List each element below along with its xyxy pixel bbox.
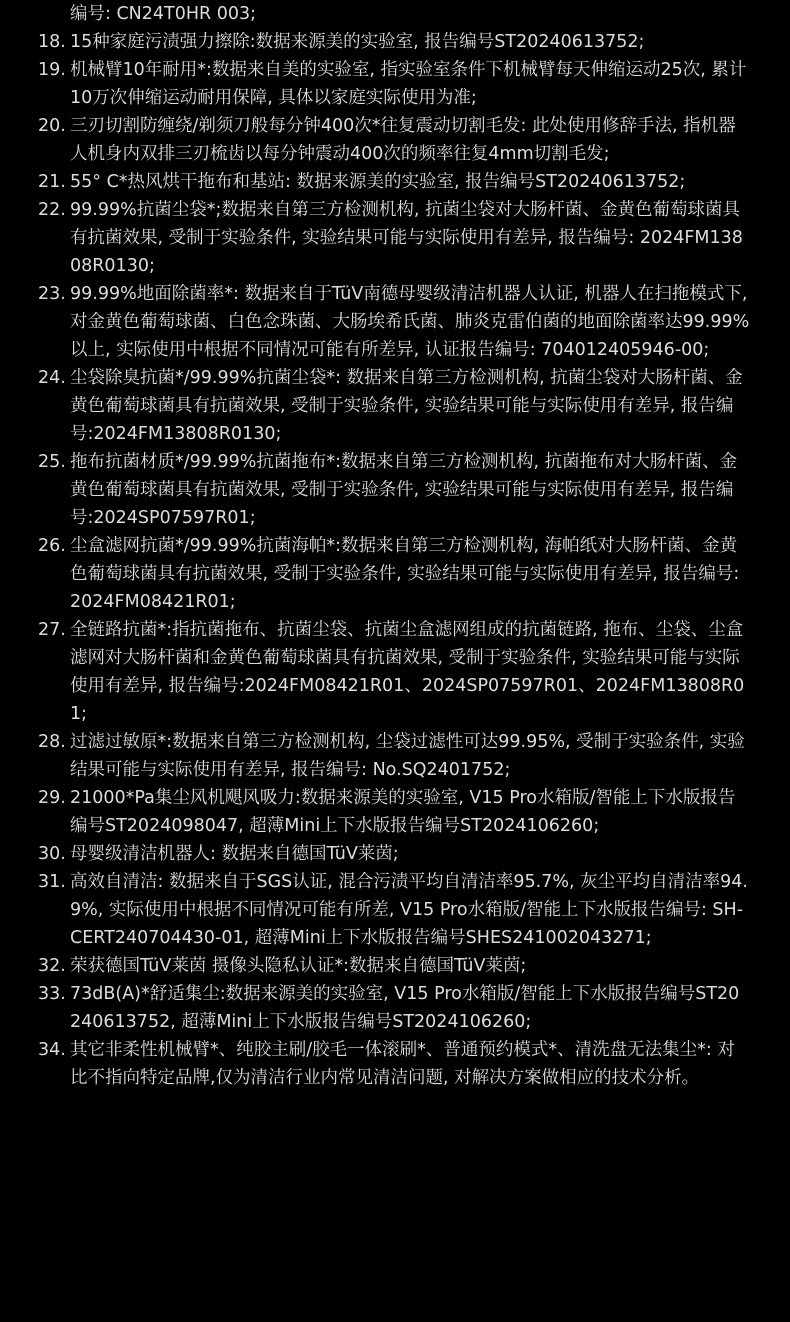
footnote-item xyxy=(0,840,790,868)
footnote-text: 机械臂10年耐用*:数据来自美的实验室, 指实验室条件下机械臂每天伸缩运动25次, 累计10万次伸缩运动耐用保障, 具体以家庭实际使用为准; xyxy=(70,60,747,108)
footnote-text: 全链路抗菌*:指抗菌拖布、抗菌尘袋、抗菌尘盒滤网组成的抗菌链路, 拖布、尘袋、尘盒滤网对大肠杆菌和金黄色葡萄球菌具有抗菌效果, 受制于实验条件, 实验结果可能与实际使用有差异, 报告编号:2024FM08421R01、2024SP07597R01、2024FM13808R01; xyxy=(70,620,745,724)
footnote-number: 30. xyxy=(38,844,66,864)
footnote-number: 28. xyxy=(38,732,66,752)
footnote-item xyxy=(0,196,790,280)
footnote-continuation-line: 编号: CN24T0HR 003; xyxy=(70,4,257,24)
footnote-text: 73dB(A)*舒适集尘:数据来源美的实验室, V15 Pro水箱版/智能上下水版报告编号ST20240613752, 超薄Mini上下水版报告编号ST2024106260; xyxy=(70,984,740,1032)
footnote-item xyxy=(0,28,790,56)
footnote-item xyxy=(0,728,790,784)
footnote-item xyxy=(0,280,790,364)
footnote-number: 22. xyxy=(38,200,66,220)
footnote-text: 尘盒滤网抗菌*/99.99%抗菌海帕*:数据来自第三方检测机构, 海帕纸对大肠杆菌、金黄色葡萄球菌具有抗菌效果, 受制于实验条件, 实验结果可能与实际使用有差异, 报告编号:2024FM08421R01; xyxy=(70,536,740,612)
footnote-text: 拖布抗菌材质*/99.99%抗菌拖布*:数据来自第三方检测机构, 抗菌拖布对大肠杆菌、金黄色葡萄球菌具有抗菌效果, 受制于实验条件, 实验结果可能与实际使用有差异, 报告编号:2024SP07597R01; xyxy=(70,452,738,528)
footnote-number: 31. xyxy=(38,872,66,892)
footnote-item xyxy=(0,784,790,840)
footnote-item xyxy=(0,980,790,1036)
footnote-text: 99.99%地面除菌率*: 数据来自于TüV南德母婴级清洁机器人认证, 机器人在扫拖模式下, 对金黄色葡萄球菌、白色念珠菌、大肠埃希氏菌、肺炎克雷伯菌的地面除菌率达99.99%以上, 实际使用中根据不同情况可能有所差异, 认证报告编号: 704012405946-00; xyxy=(70,284,750,360)
footnote-item xyxy=(0,1036,790,1092)
footnote-text: 过滤过敏原*:数据来自第三方检测机构, 尘袋过滤性可达99.95%, 受制于实验条件, 实验结果可能与实际使用有差异, 报告编号: No.SQ2401752; xyxy=(70,732,745,780)
footnote-text: 15种家庭污渍强力擦除:数据来源美的实验室, 报告编号ST20240613752; xyxy=(70,32,645,52)
footnote-item xyxy=(0,952,790,980)
footnote-item xyxy=(0,616,790,728)
footnote-number: 21. xyxy=(38,172,66,192)
footnote-number: 19. xyxy=(38,60,66,80)
footnote-text: 99.99%抗菌尘袋*;数据来自第三方检测机构, 抗菌尘袋对大肠杆菌、金黄色葡萄球菌具有抗菌效果, 受制于实验条件, 实验结果可能与实际使用有差异, 报告编号: 2024FM13808R0130; xyxy=(70,200,743,276)
footnote-item xyxy=(0,56,790,112)
footnote-item xyxy=(0,448,790,532)
footnote-number: 27. xyxy=(38,620,66,640)
footnote-text: 其它非柔性机械臂*、纯胶主刷/胶毛一体滚刷*、普通预约模式*、清洗盘无法集尘*: 对比不指向特定品牌,仅为清洁行业内常见清洁问题, 对解决方案做相应的技术分析。 xyxy=(70,1040,735,1088)
footnote-text: 荣获德国TüV莱茵 摄像头隐私认证*:数据来自德国TüV莱茵; xyxy=(70,956,527,976)
footnote-text: 21000*Pa集尘风机飓风吸力:数据来源美的实验室, V15 Pro水箱版/智能上下水版报告编号ST2024098047, 超薄Mini上下水版报告编号ST2024106260; xyxy=(70,788,736,836)
footnote-text: 55° C*热风烘干拖布和基站: 数据来源美的实验室, 报告编号ST20240613752; xyxy=(70,172,686,192)
footnote-number: 18. xyxy=(38,32,66,52)
footnote-item xyxy=(0,868,790,952)
footnote-number: 23. xyxy=(38,284,66,304)
footnote-text: 高效自清洁: 数据来自于SGS认证, 混合污渍平均自清洁率95.7%, 灰尘平均自清洁率94.9%, 实际使用中根据不同情况可能有所差, V15 Pro水箱版/智能上下水版报告编号: SH-CERT240704430-01, 超薄Mini上下水版报告编号SHES241002043271; xyxy=(70,872,748,948)
footnote-number: 33. xyxy=(38,984,66,1004)
footnote-number: 29. xyxy=(38,788,66,808)
footnote-number: 26. xyxy=(38,536,66,556)
footnote-text: 母婴级清洁机器人: 数据来自德国TüV莱茵; xyxy=(70,844,399,864)
footnote-number: 25. xyxy=(38,452,66,472)
footnote-item xyxy=(0,532,790,616)
footnote-number: 34. xyxy=(38,1040,66,1060)
footnote-list xyxy=(0,28,790,1092)
footnote-number: 20. xyxy=(38,116,66,136)
footnote-number: 24. xyxy=(38,368,66,388)
footnote-item xyxy=(0,364,790,448)
footnote-text: 三刃切割防缠绕/剃须刀般每分钟400次*往复震动切割毛发: 此处使用修辞手法, 指机器人机身内双排三刃梳齿以每分钟震动400次的频率往复4mm切割毛发; xyxy=(70,116,736,164)
footnote-number: 32. xyxy=(38,956,66,976)
footnote-text: 尘袋除臭抗菌*/99.99%抗菌尘袋*: 数据来自第三方检测机构, 抗菌尘袋对大肠杆菌、金黄色葡萄球菌具有抗菌效果, 受制于实验条件, 实验结果可能与实际使用有差异, 报告编号:2024FM13808R0130; xyxy=(70,368,743,444)
footnote-item xyxy=(0,168,790,196)
footnote-item xyxy=(0,112,790,168)
